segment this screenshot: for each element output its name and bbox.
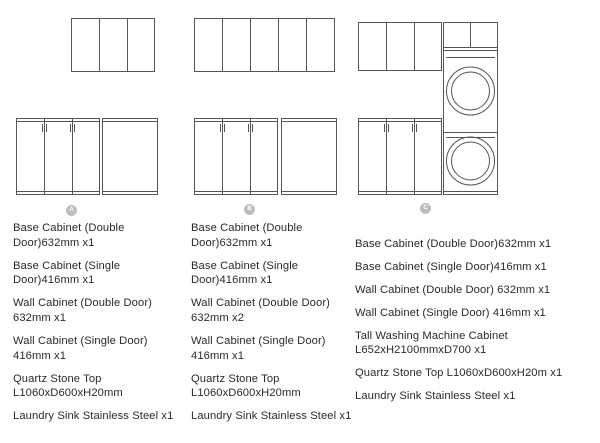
list-item: Laundry Sink Stainless Steel x1 xyxy=(13,410,174,423)
list-item: Base Cabinet (Double Door)632mm x1 xyxy=(355,238,552,250)
list-item: Base Cabinet (Double Door)632mm x1 xyxy=(13,222,125,249)
list-item: Tall Washing Machine Cabinet L652xH2100mmxD700 x1 xyxy=(355,329,508,357)
option-c-tall-washing-machine-cabinet xyxy=(444,23,498,195)
option-a-parts-list xyxy=(13,221,173,433)
list-item: Laundry Sink Stainless Steel x1 xyxy=(355,389,516,402)
list-item: Base Cabinet (Double Door)632mm x1 xyxy=(191,222,303,249)
option-b-parts-list xyxy=(191,221,351,433)
option-a-elevation xyxy=(17,19,158,195)
option-c-base-cabinets xyxy=(359,119,442,195)
option-c-elevation xyxy=(359,23,498,195)
option-c-marker: C xyxy=(420,203,431,214)
list-item: Base Cabinet (Single Door)416mm x1 xyxy=(191,259,299,287)
option-b-base-cabinets xyxy=(195,119,278,195)
list-item: Quartz Stone Top L1060xD600xH20m x1 xyxy=(355,367,563,380)
option-b-sink-cabinet xyxy=(282,119,337,195)
list-item: Base Cabinet (Single Door)416mm x1 xyxy=(355,260,547,273)
option-c-wall-cabinets xyxy=(359,23,442,71)
option-a-sink-cabinet xyxy=(103,119,158,195)
list-item: Wall Cabinet (Double Door) 632mm x2 xyxy=(191,297,330,324)
list-item: Wall Cabinet (Single Door) 416mm x1 xyxy=(355,306,546,319)
washing-machine-lower xyxy=(446,137,495,185)
list-item: Wall Cabinet (Single Door) 416mm x1 xyxy=(191,335,326,362)
cabinet-elevation-drawings xyxy=(0,0,600,215)
option-a-marker: A xyxy=(66,205,77,216)
list-item: Laundry Sink Stainless Steel x1 xyxy=(191,410,352,423)
option-a-base-cabinets xyxy=(17,119,100,195)
list-item: Quartz Stone Top L1060xD600xH20mm xyxy=(13,372,123,400)
option-c-parts-list xyxy=(355,237,587,412)
option-b-elevation xyxy=(195,19,337,195)
option-a-wall-cabinets xyxy=(72,19,155,72)
list-item: Quartz Stone Top L1060xD600xH20mm xyxy=(191,372,301,400)
washing-machine-upper xyxy=(446,58,495,116)
list-item: Wall Cabinet (Double Door) 632mm x1 xyxy=(13,297,152,324)
list-item: Wall Cabinet (Single Door) 416mm x1 xyxy=(13,335,148,362)
option-b-marker: B xyxy=(244,204,255,215)
list-item: Wall Cabinet (Double Door) 632mm x1 xyxy=(355,283,551,296)
list-item: Base Cabinet (Single Door)416mm x1 xyxy=(13,259,121,287)
option-b-wall-cabinets xyxy=(195,19,335,72)
